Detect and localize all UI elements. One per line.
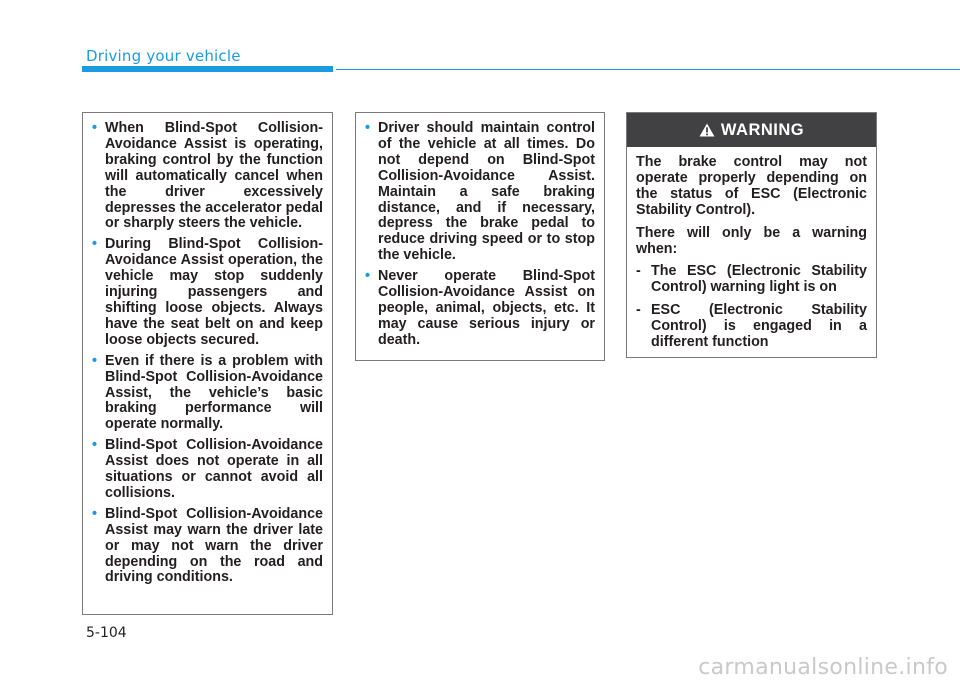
list-item bbox=[636, 303, 867, 351]
warning-paragraph: The brake control may not operate properly depending on the status of ESC (Electronic Stability Control). bbox=[636, 154, 867, 218]
warning-body bbox=[627, 147, 876, 351]
warning-paragraph: There will only be a warning when: bbox=[636, 224, 867, 257]
watermark: carmanualsonline.info bbox=[698, 655, 948, 680]
dash-marker: - bbox=[636, 263, 641, 280]
warning-triangle-icon bbox=[699, 123, 715, 137]
list-item: • Blind-Spot Collision-Avoidance Assist may warn the driver late or may not warn the driver depending on the road and driving conditions. bbox=[91, 507, 323, 587]
section-title: Driving your vehicle bbox=[86, 47, 241, 65]
dash-marker: - bbox=[636, 302, 641, 319]
dash-list bbox=[636, 264, 867, 351]
bullet-list bbox=[364, 121, 595, 349]
list-item-text: ESC (Electronic Stability Control) is engaged in a different function bbox=[651, 302, 867, 351]
page-number: 5-104 bbox=[86, 625, 127, 641]
bullet-list bbox=[91, 121, 323, 586]
list-item: • Even if there is a problem with Blind-Spot Collision-Avoidance Assist, the vehicle’s basic braking performance will operate normally. bbox=[91, 354, 323, 434]
list-item: • During Blind-Spot Collision-Avoidance Assist operation, the vehicle may stop suddenly injuring passengers and shifting loose objects. Always have the seat belt on and keep loose objects secured. bbox=[91, 237, 323, 348]
list-item bbox=[636, 264, 867, 296]
warning-header bbox=[627, 113, 876, 147]
header-rule-thick bbox=[82, 66, 333, 72]
caution-box-middle bbox=[355, 112, 605, 361]
list-item-text: The ESC (Electronic Stability Control) warning light is on bbox=[651, 263, 867, 296]
caution-box-left bbox=[82, 112, 333, 615]
list-item: • Never operate Blind-Spot Collision-Avoidance Assist on people, animal, objects, etc. It may cause serious injury or death. bbox=[364, 269, 595, 349]
list-item: • When Blind-Spot Collision-Avoidance Assist is operating, braking control by the function will automatically cancel when the driver excessively depresses the accelerator pedal or sharply steers the vehicle. bbox=[91, 121, 323, 232]
list-item: • Blind-Spot Collision-Avoidance Assist does not operate in all situations or cannot avoid all collisions. bbox=[91, 438, 323, 502]
warning-title: WARNING bbox=[720, 120, 805, 139]
warning-box bbox=[626, 112, 877, 358]
list-item: • Driver should maintain control of the vehicle at all times. Do not depend on Blind-Spot Collision-Avoidance Assist. Maintain a safe braking distance, and if necessary, depress the brake pedal to reduce driving speed or to stop the vehicle. bbox=[364, 121, 595, 264]
header-rule-thin bbox=[336, 69, 960, 70]
